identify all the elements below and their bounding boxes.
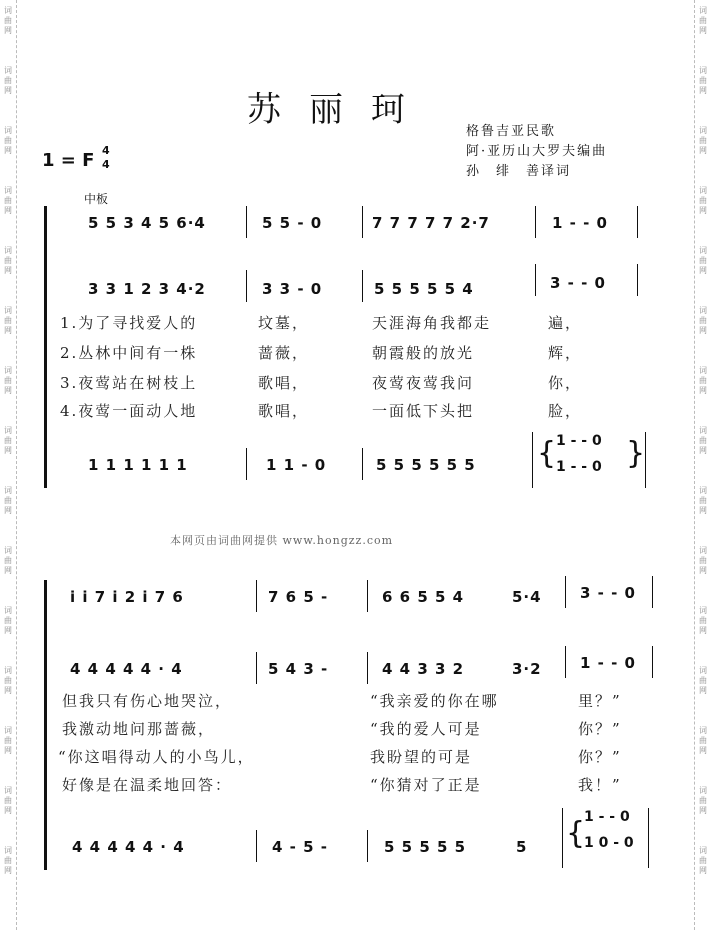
s2-lyric2-b: “我的爱人可是 [370,720,482,738]
side-mark: 词曲网 [4,246,12,275]
side-mark: 词曲网 [699,486,707,515]
credit-lyricist: 孙 绯 善译词 [466,164,572,179]
credit-arranger: 阿·亚历山大罗夫编曲 [466,144,608,159]
barline [367,830,368,862]
s2-lyric3-c: 你？” [578,748,622,766]
side-mark: 词曲网 [699,546,707,575]
s2-staff3-m1: 4 4 4 4 4 · 4 [72,838,185,856]
s1-staff3-m2: 1 1 - 0 [266,456,327,474]
side-mark: 词曲网 [699,126,707,155]
barline [256,830,257,862]
s2-lyric4-c: 我！” [578,776,622,794]
barline [256,652,257,684]
s1-staff1-m2: 5 5 - 0 [262,214,323,232]
credit-origin: 格鲁吉亚民歌 [466,124,557,139]
barline [652,576,653,608]
barline [648,808,649,868]
s1-lyric2-d: 辉， [548,344,583,362]
side-mark: 词曲网 [699,606,707,635]
side-mark: 词曲网 [4,66,12,95]
s1-lyric1-a: 1.为了寻找爱人的 [60,314,198,332]
s2-lyric2-c: 你？” [578,720,622,738]
side-mark: 词曲网 [4,486,12,515]
s2-lyric3-a: “你这唱得动人的小鸟儿， [58,748,255,766]
s1-lyric4-c: 一面低下头把 [372,402,475,420]
key-signature: 1 = F [42,150,95,171]
barline [532,432,533,488]
barline [246,270,247,302]
barline [637,264,638,296]
s2-lyric1-a: 但我只有伤心地哭泣， [62,692,233,710]
barline [367,652,368,684]
s2-staff2-m3b: 3·2 [512,660,542,678]
barline [565,646,566,678]
s2-staff2-m2: 5 4 3 - [268,660,329,678]
s1-lyric3-d: 你， [548,374,583,392]
side-mark: 词曲网 [699,246,707,275]
s1-staff2-m1: 3 3 1 2 3 4·2 [88,280,206,298]
ending-brace: { [537,436,557,471]
barline [362,206,363,238]
s2-lyric4-b: “你猜对了正是 [370,776,482,794]
s2-staff2-m4: 1 - - 0 [580,654,636,672]
side-mark: 词曲网 [699,726,707,755]
s2-staff3-m3: 5 5 5 5 5 [384,838,467,856]
barline [645,432,646,488]
s2-staff3-m3b: 5 [516,838,528,856]
s2-staff2-m3: 4 4 3 3 2 [382,660,465,678]
s1-lyric1-d: 遍， [548,314,583,332]
side-mark: 词曲网 [4,546,12,575]
time-sig-top: 4 [102,144,110,157]
barline [535,264,536,296]
s2-staff1-m4: 3 - - 0 [580,584,636,602]
s1-ending-second: 1 - - 0 [556,459,602,475]
s1-staff1-m1: 5 5 3 4 5 6·4 [88,214,206,232]
s1-ending-first: 1 - - 0 [556,433,602,449]
ending-brace-close: } [626,436,646,471]
side-mark: 词曲网 [699,6,707,35]
barline [652,646,653,678]
s2-lyric3-b: 我盼望的可是 [370,748,473,766]
s2-endings [584,804,634,856]
side-mark: 词曲网 [699,66,707,95]
s2-staff2-m1: 4 4 4 4 4 · 4 [70,660,183,678]
s1-staff3-m3: 5 5 5 5 5 5 [376,456,476,474]
time-sig-bottom: 4 [102,158,110,171]
s2-lyric2-a: 我激动地问那蔷薇， [62,720,216,738]
side-mark: 词曲网 [4,126,12,155]
system1-bracket [44,206,47,488]
s1-staff1-m3: 7 7 7 7 7 2·7 [372,214,490,232]
s1-lyric1-b: 坟墓， [258,314,310,332]
s1-lyric2-c: 朝霞般的放光 [372,344,475,362]
s2-lyric1-b: “我亲爱的你在哪 [370,692,499,710]
left-margin-strip [0,0,17,930]
s1-endings [556,428,602,480]
barline [256,580,257,612]
s1-lyric2-b: 蔷薇， [258,344,310,362]
side-mark: 词曲网 [699,846,707,875]
s2-staff1-m2: 7 6 5 - [268,588,329,606]
s1-staff1-m4: 1 - - 0 [552,214,608,232]
side-mark: 词曲网 [699,306,707,335]
barline [562,808,563,868]
barline [246,448,247,480]
side-mark: 词曲网 [4,786,12,815]
side-mark: 词曲网 [4,426,12,455]
s1-staff2-m4: 3 - - 0 [550,274,606,292]
ending-brace: { [566,816,586,851]
s2-lyric4-a: 好像是在温柔地回答： [62,776,233,794]
s1-lyric4-d: 脸， [548,402,583,420]
barline [246,206,247,238]
credits [466,122,646,182]
s2-staff1-m3b: 5·4 [512,588,542,606]
side-mark: 词曲网 [4,666,12,695]
s2-staff3-m2: 4 - 5 - [272,838,328,856]
s1-lyric3-a: 3.夜莺站在树枝上 [60,374,198,392]
s2-ending-first: 1 - - 0 [584,809,630,825]
barline [565,576,566,608]
s1-lyric3-c: 夜莺夜莺我问 [372,374,475,392]
barline [362,448,363,480]
s1-lyric4-b: 歌唱， [258,402,310,420]
s1-staff2-m2: 3 3 - 0 [262,280,323,298]
time-signature [102,144,110,172]
s2-staff1-m1: i i 7 i 2 i 7 6 [70,588,184,606]
right-margin-strip [694,0,711,930]
barline [362,270,363,302]
s1-lyric3-b: 歌唱， [258,374,310,392]
side-mark: 词曲网 [4,366,12,395]
s1-lyric1-c: 天涯海角我都走 [372,314,492,332]
side-mark: 词曲网 [4,186,12,215]
s2-lyric1-c: 里？” [578,692,622,710]
side-mark: 词曲网 [699,666,707,695]
tempo-marking: 中板 [84,192,109,206]
barline [367,580,368,612]
side-mark: 词曲网 [699,186,707,215]
s1-lyric4-a: 4.夜莺一面动人地 [60,402,198,420]
side-mark: 词曲网 [699,426,707,455]
side-mark: 词曲网 [4,846,12,875]
song-title: 苏丽珂 [247,90,433,130]
site-watermark: 本网页由词曲网提供 www.hongzz.com [170,534,394,547]
system2-bracket [44,580,47,870]
side-mark: 词曲网 [4,606,12,635]
barline [535,206,536,238]
s2-staff1-m3: 6 6 5 5 4 [382,588,465,606]
side-mark: 词曲网 [4,6,12,35]
s1-staff2-m3: 5 5 5 5 5 4 [374,280,474,298]
side-mark: 词曲网 [4,726,12,755]
barline [637,206,638,238]
side-mark: 词曲网 [4,306,12,335]
side-mark: 词曲网 [699,366,707,395]
s2-ending-second: 1 0 - 0 [584,835,634,851]
s1-staff3-m1: 1 1 1 1 1 1 [88,456,188,474]
s1-lyric2-a: 2.丛林中间有一株 [60,344,198,362]
side-mark: 词曲网 [699,786,707,815]
